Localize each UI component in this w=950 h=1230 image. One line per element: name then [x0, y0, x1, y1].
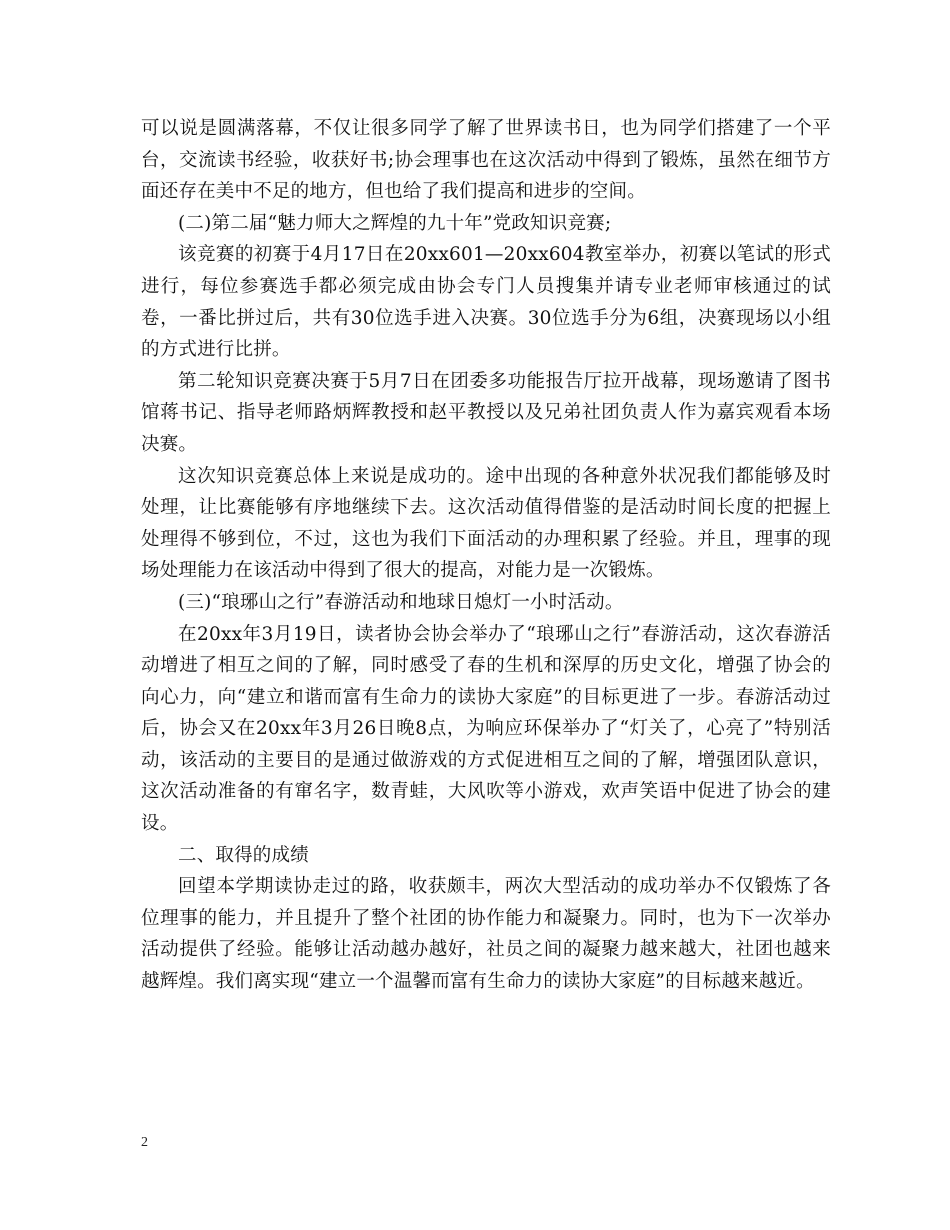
paragraph-9: 回望本学期读协走过的路，收获颇丰，两次大型活动的成功举办不仅锻炼了各位理事的能力，并且提升了整个社团的协作能力和凝聚力。同时，也为下一次举办活动提供了经验。能够让活动越办越好，社员之间的凝聚力越来越大，社团也越来越辉煌。我们离实现“建立一个温馨而富有生命力的读协大家庭”的目标越来越近。	[141, 876, 831, 993]
paragraph-2-heading: (二)第二届“魅力师大之辉煌的九十年”党政知识竞赛;	[178, 212, 612, 234]
paragraph-3: 该竞赛的初赛于4月17日在20xx601—20xx604教室举办，初赛以笔试的形式进行，每位参赛选手都必须完成由协会专门人员搜集并请专业老师审核通过的试卷，一番比拼过后，共有30位选手进入决赛。30位选手分为6组，决赛现场以小组的方式进行比拼。	[141, 244, 831, 361]
document-body	[141, 113, 831, 998]
paragraph-6-heading: (三)“琅琊山之行”春游活动和地球日熄灯一小时活动。	[178, 591, 624, 613]
paragraph-5: 这次知识竞赛总体上来说是成功的。途中出现的各种意外状况我们都能够及时处理，让比赛能够有序地继续下去。这次活动值得借鉴的是活动时间长度的把握上处理得不够到位，不过，这也为我们下面活动的办理积累了经验。并且，理事的现场处理能力在该活动中得到了很大的提高，对能力是一次锻炼。	[141, 465, 831, 582]
section-heading-achievements: 二、取得的成绩	[178, 844, 309, 866]
paragraph-7: 在20xx年3月19日，读者协会协会举办了“琅琊山之行”春游活动，这次春游活动增进了相互之间的了解，同时感受了春的生机和深厚的历史文化，增强了协会的向心力，向“建立和谐而富有生命力的读协大家庭”的目标更进了一步。春游活动过后，协会又在20xx年3月26日晚8点，为响应环保举办了“灯关了，心亮了”特别活动，该活动的主要目的是通过做游戏的方式促进相互之间的了解，增强团队意识，这次活动准备的有窜名字，数青蛙，大风吹等小游戏，欢声笑语中促进了协会的建设。	[141, 623, 831, 835]
paragraph-1: 可以说是圆满落幕，不仅让很多同学了解了世界读书日，也为同学们搭建了一个平台，交流读书经验，收获好书;协会理事也在这次活动中得到了锻炼，虽然在细节方面还存在美中不足的地方，但也给了我们提高和进步的空间。	[141, 118, 831, 203]
page-number: 2	[141, 1135, 148, 1150]
paragraph-4: 第二轮知识竞赛决赛于5月7日在团委多功能报告厅拉开战幕，现场邀请了图书馆蒋书记、指导老师路炳辉教授和赵平教授以及兄弟社团负责人作为嘉宾观看本场决赛。	[141, 370, 831, 455]
